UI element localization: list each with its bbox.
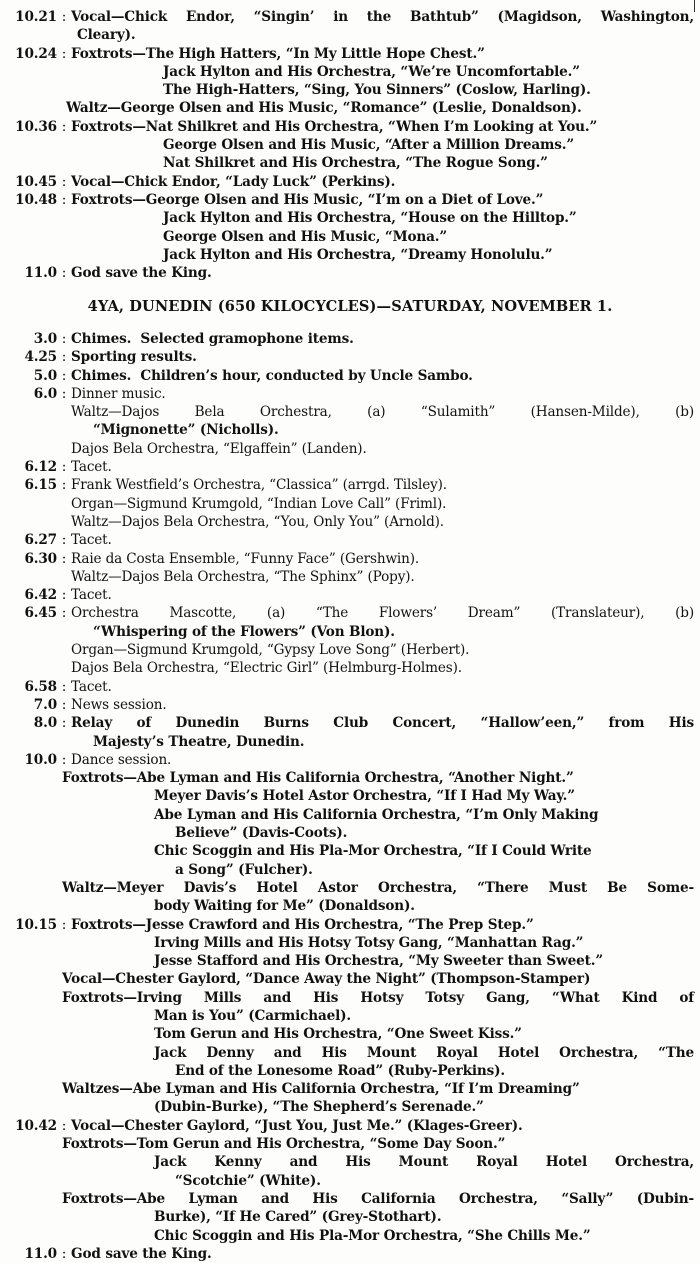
time: 4.25	[24, 349, 57, 366]
line: Organ—Sigmund Krumgold, “Gypsy Love Song” (Herbert).	[71, 642, 470, 659]
entry-1036: 10.36 : Foxtrots—Nat Shilkret and His Orchestra, “When I’m Looking at You.” George Olsen and His Music, “After a Million Dreams.” Nat Shilkret and His Orchestra, “The Rogue Song.”	[0, 118, 694, 173]
saturday-programme	[0, 330, 694, 1263]
time: 10.48	[15, 191, 57, 208]
line: News session.	[71, 696, 167, 713]
column-rule	[694, 0, 695, 12]
entry-1015-body	[0, 934, 694, 1117]
line: “Mignonette” (Nicholls).	[93, 422, 279, 439]
station-heading: 4YA, DUNEDIN (650 KILOCYCLES)—SATURDAY, NOVEMBER 1.	[87, 298, 613, 315]
entry-1021: 10.21 : Vocal—Chick Endor, “Singin’ in the Bathtub” (Magidson, Washington, Cleary).	[0, 8, 694, 45]
line: Jack Hylton and His Orchestra, “Dreamy Honolulu.”	[163, 246, 553, 263]
time: 6.58	[24, 678, 57, 695]
entry-615: 6.15 : Frank Westfield’s Orchestra, “Classica” (arrgd. Tilsley). Organ—Sigmund Krumgold, “Indian Love Call” (Friml). Waltz—Dajos Bela Orchestra, “You, Only You” (Arnold).	[0, 476, 694, 531]
time: 6.30	[24, 550, 57, 567]
line: Jack Denny and His Mount Royal Hotel Orchestra, “The	[154, 1044, 694, 1061]
line: Foxtrots—George Olsen and His Music, “I’m on a Diet of Love.”	[71, 191, 544, 208]
time: 10.0	[24, 751, 57, 768]
line: Tacet.	[71, 678, 112, 695]
entry-630: 6.30 : Raie da Costa Ensemble, “Funny Face” (Gershwin). Waltz—Dajos Bela Orchestra, “The Sphinx” (Popy).	[0, 550, 694, 587]
line: End of the Lonesome Road” (Ruby-Perkins).	[175, 1062, 506, 1079]
time: 11.0	[24, 1245, 57, 1262]
line: “Whispering of the Flowers” (Von Blon).	[93, 623, 395, 640]
line: Foxtrots—Abe Lyman and His California Orchestra, “Sally” (Dubin-	[62, 1190, 694, 1207]
entry-1048: 10.48 : Foxtrots—George Olsen and His Music, “I’m on a Diet of Love.” Jack Hylton and His Orchestra, “House on the Hilltop.” George Olsen and His Music, “Mona.” Jack Hylton and His Orchestra, “Dreamy Honolulu.”	[0, 191, 694, 264]
line: Chimes. Children’s hour, conducted by Uncle Sambo.	[71, 367, 473, 384]
entry-1042: 10.42 : Vocal—Chester Gaylord, “Just You, Just Me.” (Klages-Greer).	[0, 1117, 694, 1135]
line: The High-Hatters, “Sing, You Sinners” (Coslow, Harling).	[163, 82, 591, 99]
time: 10.45	[15, 173, 57, 190]
time: 6.27	[24, 532, 57, 549]
line: (Dubin-Burke), “The Shepherd’s Serenade.”	[154, 1099, 484, 1116]
line: Waltz—George Olsen and His Music, “Romance” (Leslie, Donaldson).	[66, 100, 582, 117]
line: Orchestra Mascotte, (a) “The Flowers’ Dream” (Translateur), (b)	[71, 605, 694, 622]
line: Dajos Bela Orchestra, “Electric Girl” (Helmburg-Holmes).	[71, 660, 462, 677]
line: Tom Gerun and His Orchestra, “One Sweet Kiss.”	[154, 1026, 522, 1043]
line: Nat Shilkret and His Orchestra, “The Rogue Song.”	[163, 155, 548, 172]
line: Man is You” (Carmichael).	[154, 1007, 352, 1024]
line: Waltz—Dajos Bela Orchestra, “You, Only You” (Arnold).	[71, 513, 444, 530]
entry-1045: 10.45 : Vocal—Chick Endor, “Lady Luck” (Perkins).	[0, 173, 694, 191]
time: 3.0	[33, 331, 57, 347]
line: Waltz—Dajos Bela Orchestra, “The Sphinx” (Popy).	[71, 568, 415, 585]
line: Dance session.	[71, 751, 172, 768]
time: 5.0	[33, 367, 57, 384]
time: 10.42	[15, 1117, 57, 1134]
line: Vocal—Chester Gaylord, “Dance Away the Night” (Thompson-Stamper)	[62, 971, 591, 988]
time: 8.0	[33, 715, 57, 732]
line: Irving Mills and His Hotsy Totsy Gang, “Manhattan Rag.”	[154, 934, 584, 951]
entry-600: 6.0 : Dinner music. Waltz—Dajos Bela Orchestra, (a) “Sulamith” (Hansen-Milde), (b) “Mignonette” (Nicholls). Dajos Bela Orchestra, “Elgaffein” (Landen).	[0, 385, 694, 458]
line: Foxtrots—The High Hatters, “In My Little Hope Chest.”	[71, 45, 485, 62]
entry-642: 6.42 : Tacet.	[0, 586, 694, 604]
entry-425: 4.25 : Sporting results.	[0, 348, 694, 366]
line: Meyer Davis’s Hotel Astor Orchestra, “If I Had My Way.”	[154, 788, 575, 805]
line: Chic Scoggin and His Pla-Mor Orchestra, “She Chills Me.”	[154, 1227, 591, 1244]
line: Vocal—Chick Endor, “Lady Luck” (Perkins).	[71, 173, 396, 190]
time: 11.0	[24, 265, 57, 282]
entry-658: 6.58 : Tacet.	[0, 678, 694, 696]
line: Chic Scoggin and His Pla-Mor Orchestra, “If I Could Write	[154, 843, 592, 860]
line: Frank Westfield’s Orchestra, “Classica” (arrgd. Tilsley).	[71, 477, 447, 494]
line: Believe” (Davis-Coots).	[175, 825, 348, 842]
line: Foxtrots—Jesse Crawford and His Orchestra, “The Prep Step.”	[71, 916, 534, 933]
time: 7.0	[33, 696, 57, 713]
line: body Waiting for Me” (Donaldson).	[154, 898, 415, 915]
line: Vocal—Chester Gaylord, “Just You, Just Me.” (Klages-Greer).	[71, 1117, 523, 1134]
line: Dajos Bela Orchestra, “Elgaffein” (Landen).	[71, 440, 367, 457]
time: 10.21	[15, 9, 57, 25]
line: Raie da Costa Ensemble, “Funny Face” (Gershwin).	[71, 550, 420, 567]
time: 10.36	[15, 118, 57, 135]
line: God save the King.	[71, 265, 212, 282]
entry-1000-body	[0, 769, 694, 915]
line: Abe Lyman and His California Orchestra, “I’m Only Making	[154, 806, 599, 823]
line: Waltzes—Abe Lyman and His California Orchestra, “If I’m Dreaming”	[62, 1081, 580, 1098]
entry-612: 6.12 : Tacet.	[0, 458, 694, 476]
line: Foxtrots—Abe Lyman and His California Orchestra, “Another Night.”	[62, 770, 574, 787]
entry-1024: 10.24 : Foxtrots—The High Hatters, “In My Little Hope Chest.” Jack Hylton and His Orchestra, “We’re Uncomfortable.” The High-Hatters, “Sing, You Sinners” (Coslow, Harling).	[0, 45, 694, 100]
line: a Song” (Fulcher).	[175, 861, 313, 878]
line: Waltz—Meyer Davis’s Hotel Astor Orchestra, “There Must Be Some-	[62, 879, 694, 896]
line: Jack Hylton and His Orchestra, “House on the Hilltop.”	[163, 210, 577, 227]
time: 6.0	[33, 385, 57, 402]
time: 10.24	[15, 45, 57, 62]
entry-500: 5.0 : Chimes. Children’s hour, conducted by Uncle Sambo.	[0, 367, 694, 385]
time: 6.15	[24, 477, 57, 494]
line: George Olsen and His Music, “After a Million Dreams.”	[163, 137, 575, 154]
line: Organ—Sigmund Krumgold, “Indian Love Call” (Friml).	[71, 495, 447, 512]
line: Jack Hylton and His Orchestra, “We’re Uncomfortable.”	[163, 63, 580, 80]
line: Burke), “If He Cared” (Grey-Stothart).	[154, 1209, 442, 1226]
time: 6.42	[24, 587, 57, 604]
line: Waltz—Dajos Bela Orchestra, (a) “Sulamith” (Hansen-Milde), (b)	[71, 404, 694, 421]
line: Jesse Stafford and His Orchestra, “My Sweeter than Sweet.”	[154, 953, 604, 970]
line: Cleary).	[77, 27, 136, 44]
time: 6.12	[24, 459, 57, 476]
entry-1100-sat: 11.0 : God save the King.	[0, 1245, 694, 1263]
line: Tacet.	[71, 459, 112, 476]
line: Jack Kenny and His Mount Royal Hotel Orchestra,	[154, 1154, 694, 1171]
line: Chimes. Selected gramophone items.	[71, 331, 354, 347]
line: Vocal—Chick Endor, “Singin’ in the Bathtub” (Magidson, Washington,	[71, 9, 694, 25]
line: Tacet.	[71, 532, 112, 549]
line: Sporting results.	[71, 349, 197, 366]
line: Relay of Dunedin Burns Club Concert, “Hallow’een,” from His	[71, 715, 694, 732]
entry-800: 8.0 : Relay of Dunedin Burns Club Concert, “Hallow’een,” from His Majesty’s Theatre, Dunedin.	[0, 714, 694, 751]
line: Tacet.	[71, 587, 112, 604]
line: George Olsen and His Music, “Mona.”	[163, 228, 448, 245]
entry-627: 6.27 : Tacet.	[0, 531, 694, 549]
entry-1015: 10.15 : Foxtrots—Jesse Crawford and His Orchestra, “The Prep Step.”	[0, 916, 694, 934]
entry-1100: 11.0 : God save the King.	[0, 264, 694, 282]
previous-programme	[0, 8, 694, 282]
entry-645: 6.45 : Orchestra Mascotte, (a) “The Flowers’ Dream” (Translateur), (b) “Whispering of the Flowers” (Von Blon). Organ—Sigmund Krumgold, “Gypsy Love Song” (Herbert). Dajos Bela Orchestra, “Electric Girl” (Helmburg-Holmes).	[0, 604, 694, 677]
time: 6.45	[24, 605, 57, 622]
line: “Scotchie” (White).	[175, 1172, 321, 1189]
line: Foxtrots—Nat Shilkret and His Orchestra, “When I’m Looking at You.”	[71, 118, 598, 135]
entry-300: 3.0 : Chimes. Selected gramophone items.	[0, 330, 694, 348]
line: Dinner music.	[71, 385, 166, 402]
line: God save the King.	[71, 1245, 212, 1262]
entry-1042-body	[0, 1135, 694, 1245]
line: Foxtrots—Tom Gerun and His Orchestra, “Some Day Soon.”	[62, 1136, 506, 1153]
line: Foxtrots—Irving Mills and His Hotsy Totsy Gang, “What Kind of	[62, 989, 694, 1006]
time: 10.15	[15, 916, 57, 933]
entry-1000: 10.0 : Dance session.	[0, 751, 694, 769]
entry-700: 7.0 : News session.	[0, 696, 694, 714]
entry-1024-waltz	[0, 99, 694, 117]
line: Majesty’s Theatre, Dunedin.	[93, 733, 305, 750]
